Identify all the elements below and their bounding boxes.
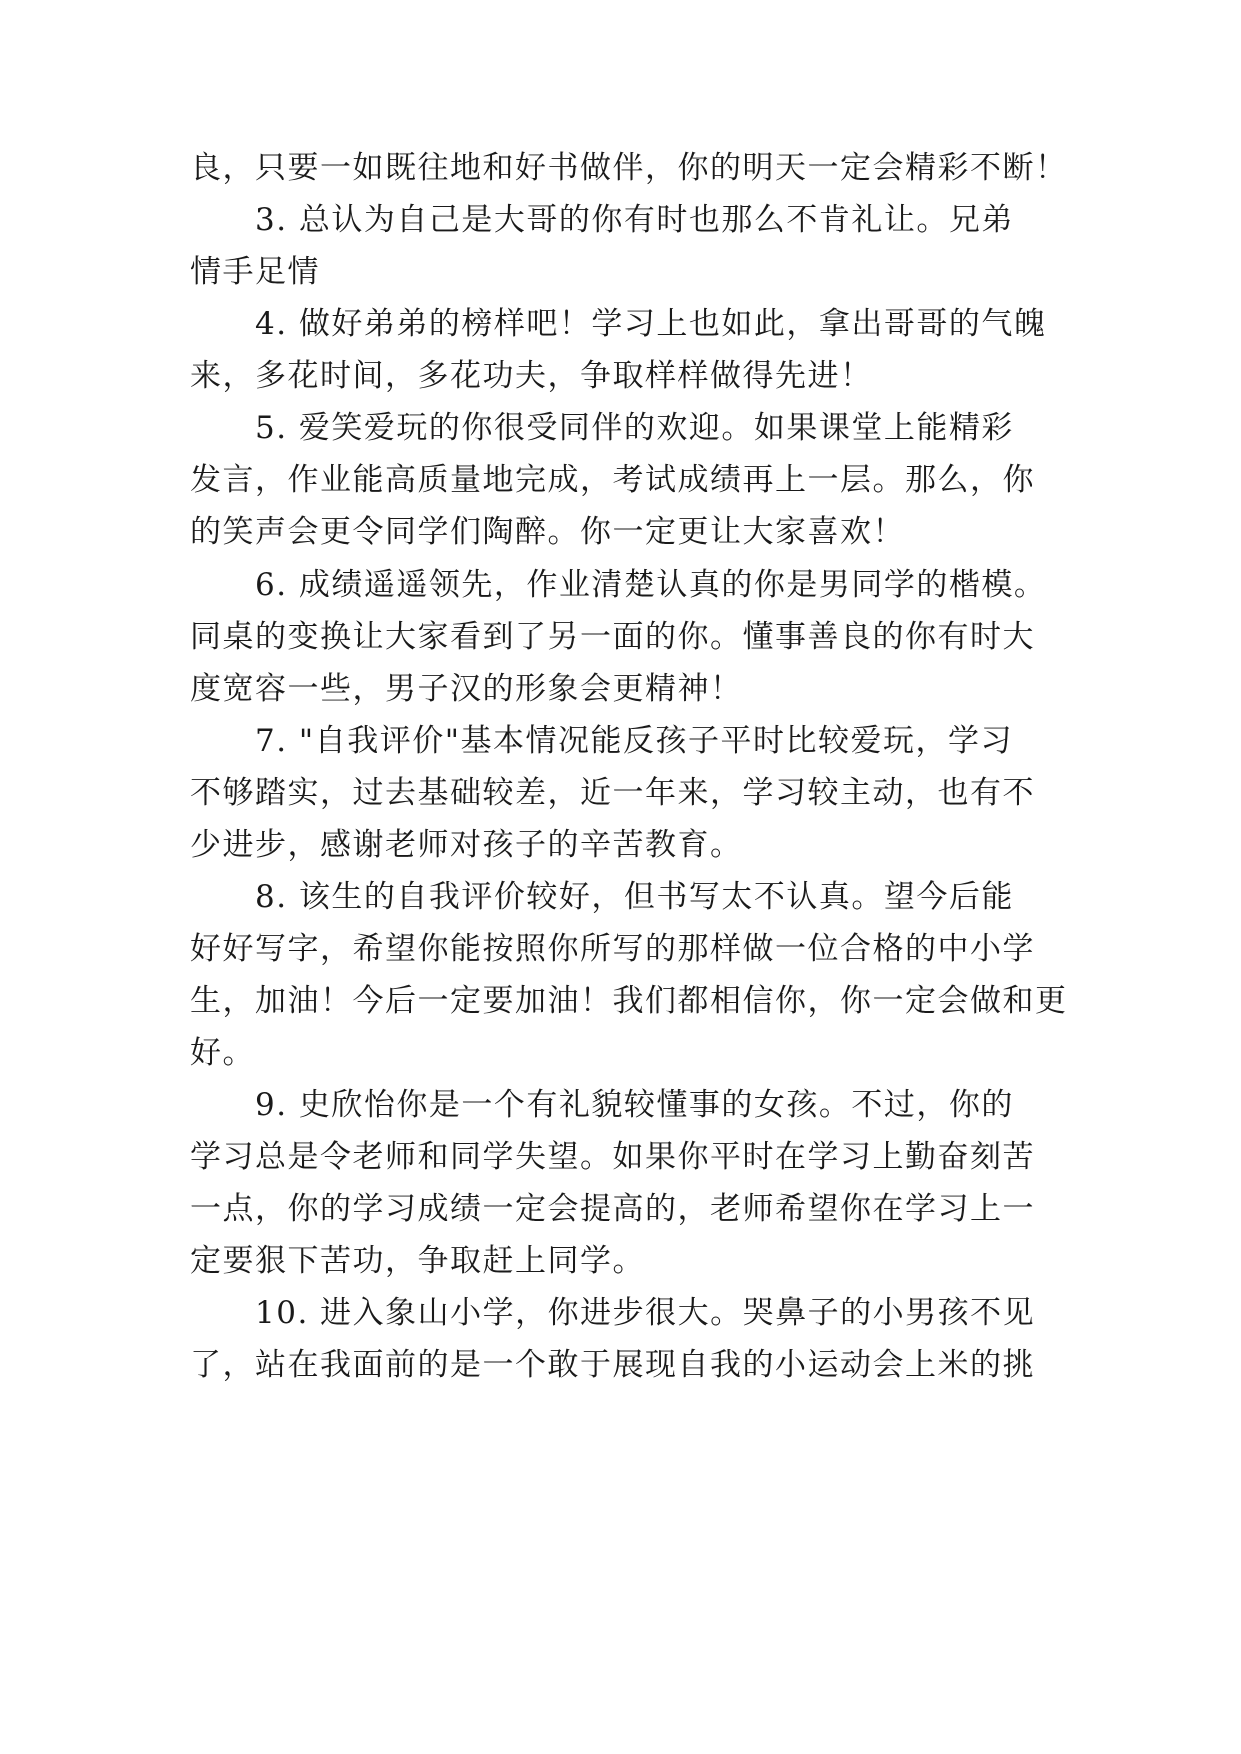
text-line: 8. 该生的自我评价较好，但书写太不认真。望今后能 [255, 879, 1014, 915]
text-line: 发言，作业能高质量地完成，考试成绩再上一层。那么，你 [190, 462, 1035, 498]
text-line: 5. 爱笑爱玩的你很受同伴的欢迎。如果课堂上能精彩 [255, 410, 1014, 446]
text-line: 一点，你的学习成绩一定会提高的，老师希望你在学习上一 [190, 1191, 1035, 1227]
text-line: 3. 总认为自己是大哥的你有时也那么不肯礼让。兄弟 [255, 202, 1014, 238]
text-line: 少进步，感谢老师对孩子的辛苦教育。 [190, 827, 743, 863]
text-line: 不够踏实，过去基础较差，近一年来，学习较主动，也有不 [190, 775, 1035, 811]
text-line: 6. 成绩遥遥领先，作业清楚认真的你是男同学的楷模。 [255, 567, 1047, 603]
text-line: 生，加油！今后一定要加油！我们都相信你，你一定会做和更 [190, 983, 1068, 1019]
text-line: 的笑声会更令同学们陶醉。你一定更让大家喜欢！ [190, 514, 905, 550]
text-line: 了，站在我面前的是一个敢于展现自我的小运动会上米的挑 [190, 1347, 1035, 1383]
text-line: 情手足情 [190, 254, 320, 290]
text-line: 定要狠下苦功，争取赶上同学。 [190, 1243, 645, 1279]
text-line: 7. "自我评价"基本情况能反孩子平时比较爱玩，学习 [255, 723, 1013, 759]
text-line: 同桌的变换让大家看到了另一面的你。懂事善良的你有时大 [190, 619, 1035, 655]
text-line: 4. 做好弟弟的榜样吧！学习上也如此，拿出哥哥的气魄 [255, 306, 1047, 342]
text-line: 9. 史欣怡你是一个有礼貌较懂事的女孩。不过，你的 [255, 1087, 1014, 1123]
text-line: 来，多花时间，多花功夫，争取样样做得先进！ [190, 358, 873, 394]
text-line: 好。 [190, 1035, 255, 1071]
text-line: 好好写字，希望你能按照你所写的那样做一位合格的中小学 [190, 931, 1035, 967]
text-line: 良，只要一如既往地和好书做伴，你的明天一定会精彩不断！ [190, 150, 1068, 186]
text-line: 10. 进入象山小学，你进步很大。哭鼻子的小男孩不见 [255, 1295, 1036, 1331]
text-line: 度宽容一些，男子汉的形象会更精神！ [190, 671, 743, 707]
text-line: 学习总是令老师和同学失望。如果你平时在学习上勤奋刻苦 [190, 1139, 1035, 1175]
